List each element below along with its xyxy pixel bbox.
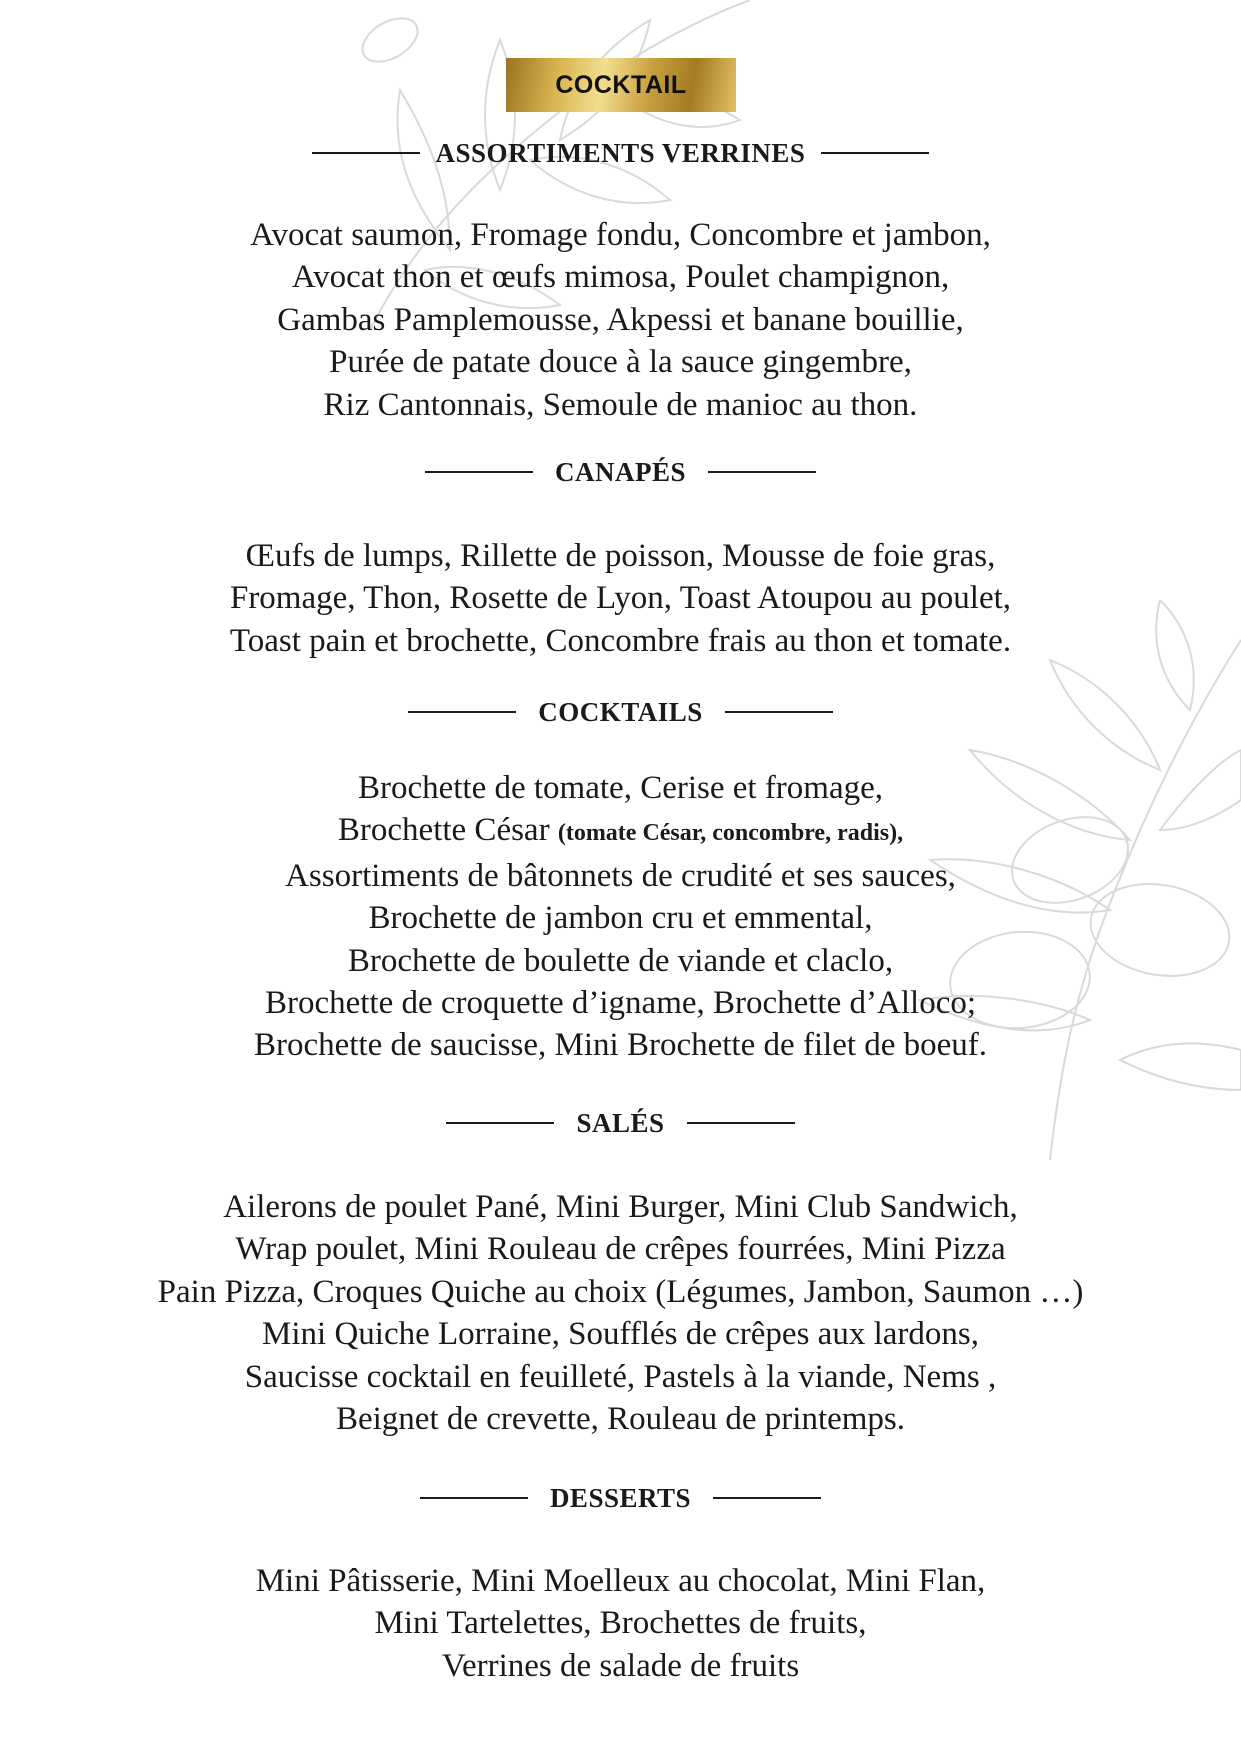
heading-rule-right xyxy=(687,1122,795,1124)
heading-rule-right xyxy=(713,1497,821,1499)
menu-line: Brochette de croquette d’igname, Brochette d’Alloco; xyxy=(264,985,977,1022)
menu-line: Ailerons de poulet Pané, Mini Burger, Mini Club Sandwich, xyxy=(223,1189,1018,1225)
menu-line: Wrap poulet, Mini Rouleau de crêpes fourrées, Mini Pizza xyxy=(235,1231,1006,1268)
section-items-sales xyxy=(0,1186,1241,1440)
menu-line: Riz Cantonnais, Semoule de manioc au thon. xyxy=(323,386,918,423)
heading-rule-left xyxy=(425,471,533,473)
menu-line-with-note xyxy=(0,809,1241,854)
menu-line: Verrines de salade de fruits xyxy=(441,1647,800,1684)
menu-line: Mini Pâtisserie, Mini Moelleux au chocolat, Mini Flan, xyxy=(255,1563,986,1599)
menu-item-note: (tomate César, concombre, radis), xyxy=(557,820,904,847)
section-heading-canapes xyxy=(0,452,1241,492)
heading-rule-left xyxy=(312,152,420,154)
menu-line: Brochette de boulette de viande et claclo, xyxy=(347,942,894,979)
heading-rule-right xyxy=(725,711,833,713)
section-heading-cocktails xyxy=(0,692,1241,732)
section-heading-assortiments-verrines xyxy=(0,133,1241,173)
menu-line: Toast pain et brochette, Concombre frais au thon et tomate. xyxy=(229,622,1012,659)
menu-line: Assortiments de bâtonnets de crudité et ses sauces, xyxy=(285,857,956,894)
menu-line: Mini Quiche Lorraine, Soufflés de crêpes aux lardons, xyxy=(262,1316,979,1353)
heading-rule-left xyxy=(420,1497,528,1499)
section-heading-desserts xyxy=(0,1478,1241,1518)
section-title: ASSORTIMENTS VERRINES xyxy=(435,137,806,168)
section-title: CANAPÉS xyxy=(554,456,686,487)
section-items-cocktails xyxy=(0,767,1241,1067)
menu-line: Brochette de saucisse, Mini Brochette de filet de boeuf. xyxy=(253,1027,988,1064)
menu-item-text: Brochette César xyxy=(337,812,550,849)
section-title: COCKTAILS xyxy=(538,696,703,727)
menu-line: Brochette de jambon cru et emmental, xyxy=(368,900,873,937)
menu-line: Avocat saumon, Fromage fondu, Concombre et jambon, xyxy=(250,217,991,253)
menu-line: Gambas Pamplemousse, Akpessi et banane bouillie, xyxy=(277,301,964,338)
menu-line: Œufs de lumps, Rillette de poisson, Mousse de foie gras, xyxy=(245,538,996,574)
menu-line: Saucisse cocktail en feuilleté, Pastels à la viande, Nems , xyxy=(244,1358,997,1395)
section-heading-sales xyxy=(0,1103,1241,1143)
section-items-assortiments-verrines xyxy=(0,214,1241,426)
menu-line: Purée de patate douce à la sauce gingembre, xyxy=(329,344,912,381)
heading-rule-left xyxy=(446,1122,554,1124)
section-items-canapes xyxy=(0,535,1241,662)
menu-line: Fromage, Thon, Rosette de Lyon, Toast Atoupou au poulet, xyxy=(229,580,1012,617)
section-items-desserts xyxy=(0,1560,1241,1687)
menu-line: Pain Pizza, Croques Quiche au choix (Légumes, Jambon, Saumon …) xyxy=(157,1273,1084,1310)
menu-line: Beignet de crevette, Rouleau de printemps. xyxy=(335,1401,906,1438)
menu-line: Brochette de tomate, Cerise et fromage, xyxy=(357,770,884,806)
section-title: SALÉS xyxy=(576,1107,665,1138)
heading-rule-right xyxy=(821,152,929,154)
menu-line: Avocat thon et œufs mimosa, Poulet champignon, xyxy=(291,259,950,296)
section-title: DESSERTS xyxy=(549,1482,692,1513)
heading-rule-left xyxy=(408,711,516,713)
cocktail-badge: COCKTAIL xyxy=(506,58,736,112)
heading-rule-right xyxy=(708,471,816,473)
menu-line: Mini Tartelettes, Brochettes de fruits, xyxy=(374,1605,867,1642)
